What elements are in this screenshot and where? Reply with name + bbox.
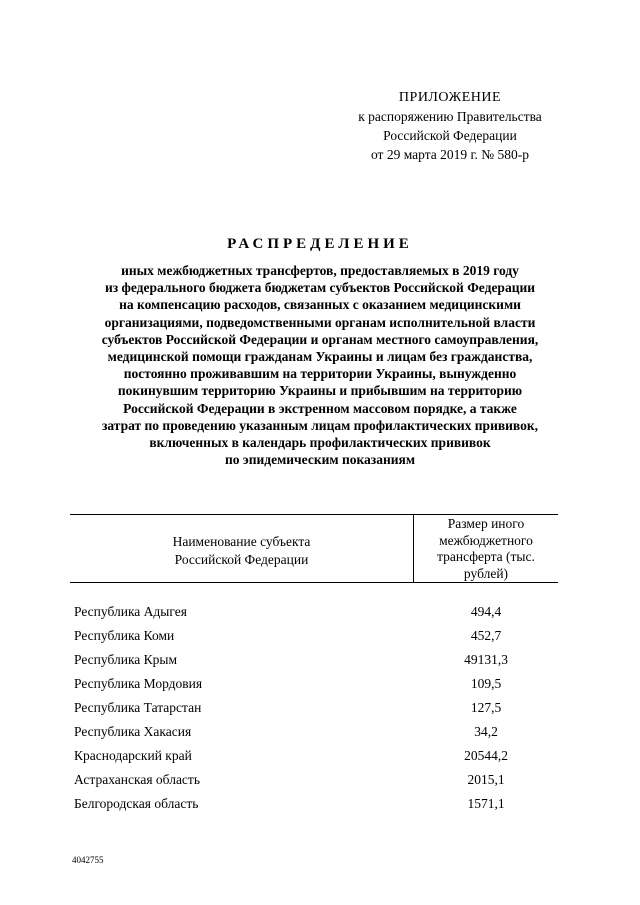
region-name: Республика Адыгея [74,604,187,619]
table-header-bottom-rule [70,582,558,583]
subtitle-line: постоянно проживавшим на территории Украины, вынужденно [123,366,517,382]
table-row [0,648,640,672]
subtitle-line: Российской Федерации в экстренном массовом порядке, а также [123,400,517,416]
document-title: РАСПРЕДЕЛЕНИЕ [227,236,413,252]
subtitle-line: из федерального бюджета бюджетам субъектов Российской Федерации [104,280,536,296]
subtitle-line: покинувшим территорию Украины и прибывшим на территорию [117,383,523,399]
region-name: Республика Крым [74,652,178,667]
region-name: Республика Мордовия [74,676,203,691]
transfer-amount: 109,5 [470,676,502,691]
appendix-block [340,88,560,164]
table-top-rule [70,514,558,515]
table-row [0,720,640,744]
region-name: Астраханская область [74,772,200,787]
transfer-amount: 1571,1 [467,796,505,811]
appendix-line: от 29 марта 2019 г. № 580-р [370,147,530,162]
subtitle-line: медицинской помощи гражданам Украины и лицам без гражданства, [107,349,533,365]
table-row [0,696,640,720]
column-header-amount [414,516,558,582]
region-name: Белгородская область [74,796,199,811]
transfer-amount: 34,2 [474,724,498,739]
transfer-amount: 20544,2 [464,748,508,763]
column-header-line: межбюджетного [439,532,533,548]
transfer-amount: 452,7 [470,628,502,643]
column-header-line: трансферта (тыс. [437,549,535,564]
column-header-line: Наименование субъекта [172,534,311,549]
subtitle-line: субъектов Российской Федерации и органам местного самоуправления, [101,331,539,347]
table-row [0,792,640,816]
subtitle-line: включенных в календарь профилактических прививок [149,435,491,451]
transfer-amount: 2015,1 [467,772,505,787]
region-name: Краснодарский край [74,748,192,763]
subtitle-line: затрат по проведению указанным лицам профилактических прививок, [101,417,539,433]
appendix-line: Российской Федерации [383,128,517,143]
subtitle-line: на компенсацию расходов, связанных с оказанием медицинскими [119,297,521,313]
document-code: 4042755 [72,855,104,865]
transfer-amount: 494,4 [470,604,502,619]
column-header-line: рублей) [463,565,509,581]
transfer-amount: 127,5 [470,700,502,715]
table-row [0,672,640,696]
column-header-line: Размер иного [447,516,525,531]
column-header-line: Российской Федерации [174,552,309,567]
transfer-amount: 49131,3 [464,652,508,667]
table-row [0,744,640,768]
document-subtitle [70,262,570,468]
region-name: Республика Татарстан [74,700,202,715]
table-row [0,624,640,648]
region-name: Республика Хакасия [74,724,192,739]
subtitle-line: иных межбюджетных трансфертов, предоставляемых в 2019 году [121,263,519,278]
region-name: Республика Коми [74,628,175,643]
subtitle-line: по эпидемическим показаниям [224,452,416,468]
table-body [0,600,640,816]
column-header-region [70,533,413,569]
appendix-heading: ПРИЛОЖЕНИЕ [398,90,502,105]
appendix-line: к распоряжению Правительства [358,109,542,124]
table-row [0,768,640,792]
table-row [0,600,640,624]
subtitle-line: организациями, подведомственными органам исполнительной власти [104,314,536,330]
